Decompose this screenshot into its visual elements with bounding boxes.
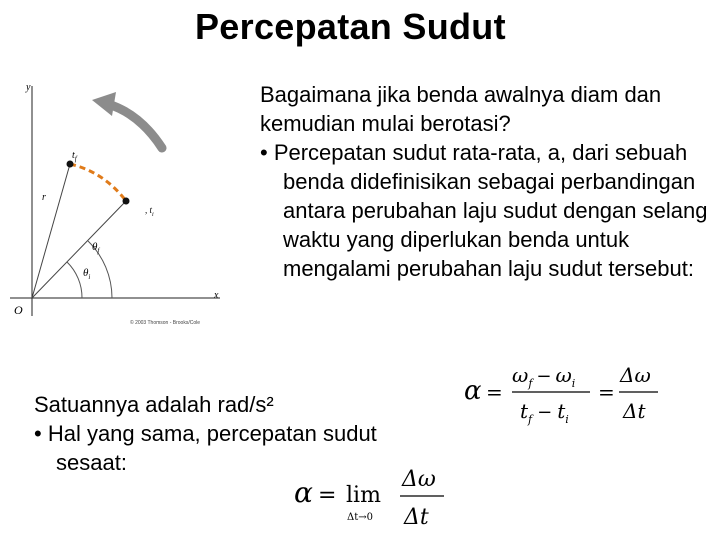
eq1-alpha: α [464, 376, 482, 406]
eq1-numerator: $\omega_f - \omega_i$ [512, 363, 576, 390]
units-line: Satuannya adalah rad/s² [34, 392, 274, 417]
eq1-denominator: $t_f - t_i$ [520, 399, 569, 426]
arc-path [70, 164, 126, 201]
rotation-diagram [0, 66, 240, 336]
eq1-equals-2: = [598, 380, 615, 404]
instantaneous-acceleration-equation [292, 458, 452, 532]
eq1-delta-omega: Δω [620, 363, 651, 387]
eq1-equals-1: = [486, 380, 503, 404]
eq2-lim: lim [346, 483, 381, 508]
average-acceleration-bullet: • Percepatan sudut rata-rata, a, dari sebuah benda didefinisikan sebagai perbandingan antara perubahan laju sudut dengan selang waktu yang diperlukan benda untuk mengalami perubahan laju sudut tersebut: [260, 140, 708, 281]
rotation-arrow-head [92, 92, 116, 116]
average-acceleration-equation [462, 356, 662, 430]
eq2-equals: = [318, 483, 337, 508]
tf-label: $t_f$ [72, 150, 77, 163]
copyright-note: © 2003 Thomson - Brooks/Cole [130, 320, 201, 326]
y-axis-label: y [26, 82, 31, 93]
x-axis-label: x [214, 290, 219, 301]
definition-text [260, 80, 710, 283]
eq2-lim-subscript: Δt→0 [347, 512, 373, 523]
ti-label: , $t_i$ [145, 205, 154, 218]
eq2-delta-omega: Δω [402, 467, 436, 492]
eq1-delta-t: Δt [623, 399, 646, 423]
eq2-alpha: α [294, 476, 313, 509]
origin-label: O [14, 303, 23, 317]
theta-i-label: $\theta_i$ [83, 267, 91, 281]
theta-f-label: $\theta_f$ [92, 241, 100, 255]
rotation-arrow-shaft [108, 104, 162, 148]
question-text: Bagaimana jika benda awalnya diam dan kemudian mulai berotasi? [260, 82, 662, 136]
point-initial [123, 198, 130, 205]
eq2-delta-t: Δt [404, 505, 429, 530]
r-label: r [42, 192, 46, 203]
angle-theta-i-arc [67, 262, 82, 298]
slide-title: Percepatan Sudut [195, 6, 506, 47]
point-final [67, 161, 74, 168]
instantaneous-bullet: • Hal yang sama, percepatan sudut sesaat: [34, 421, 377, 475]
